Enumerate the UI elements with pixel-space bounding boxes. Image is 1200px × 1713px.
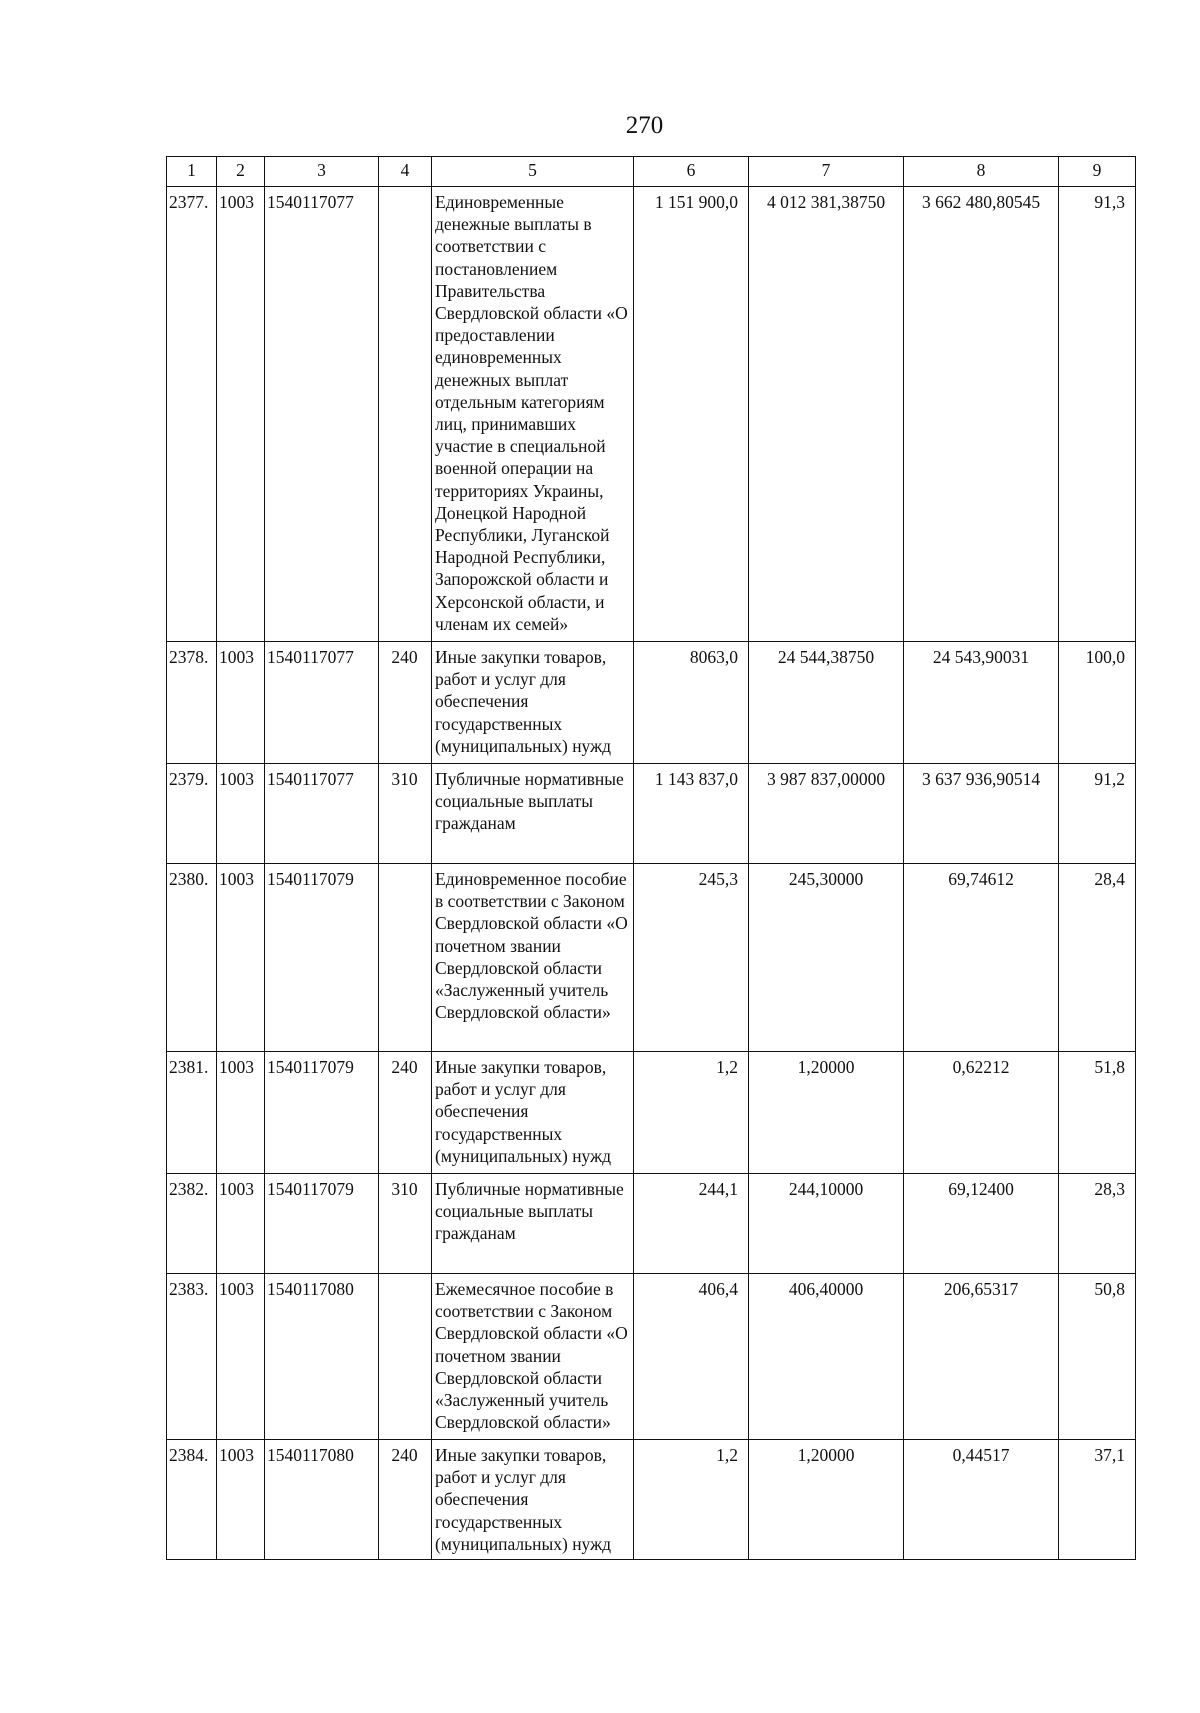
value-col8: 0,62212	[904, 1052, 1059, 1174]
target-code: 1540117080	[265, 1274, 379, 1440]
description: Публичные нормативные социальные выплаты гражданам	[432, 764, 634, 864]
section-code: 1003	[217, 1052, 265, 1174]
header-row	[167, 157, 1136, 187]
header-cell: 1	[167, 157, 217, 187]
value-col9: 50,8	[1059, 1274, 1136, 1440]
header-cell: 5	[432, 157, 634, 187]
expense-type: 310	[379, 1174, 432, 1274]
expense-type: 240	[379, 642, 432, 764]
target-code: 1540117077	[265, 187, 379, 642]
value-col8: 69,74612	[904, 864, 1059, 1052]
description: Иные закупки товаров, работ и услуг для обеспечения государственных (муниципальных) нужд	[432, 642, 634, 764]
table-row	[167, 642, 1136, 764]
expense-type	[379, 864, 432, 1052]
table-row	[167, 1440, 1136, 1560]
value-col8: 3 637 936,90514	[904, 764, 1059, 864]
row-number: 2379.	[167, 764, 217, 864]
table-row	[167, 1274, 1136, 1440]
target-code: 1540117077	[265, 642, 379, 764]
table-row	[167, 1052, 1136, 1174]
section-code: 1003	[217, 187, 265, 642]
value-col9: 28,4	[1059, 864, 1136, 1052]
value-col6: 1 143 837,0	[634, 764, 749, 864]
expense-type	[379, 1274, 432, 1440]
row-number: 2381.	[167, 1052, 217, 1174]
row-number: 2377.	[167, 187, 217, 642]
header-cell: 2	[217, 157, 265, 187]
value-col9: 91,3	[1059, 187, 1136, 642]
value-col8: 0,44517	[904, 1440, 1059, 1560]
row-number: 2380.	[167, 864, 217, 1052]
value-col8: 69,12400	[904, 1174, 1059, 1274]
description: Единовременное пособие в соответствии с Законом Свердловской области «О почетном звании Свердловской области «Заслуженный учитель Свердловской области»	[432, 864, 634, 1052]
header-cell: 4	[379, 157, 432, 187]
value-col6: 1,2	[634, 1052, 749, 1174]
expense-type: 240	[379, 1052, 432, 1174]
value-col9: 37,1	[1059, 1440, 1136, 1560]
description: Единовременные денежные выплаты в соответствии с постановлением Правительства Свердловской области «О предоставлении единовременных денежных выплат отдельным категориям лиц, принимавших участие в специальной военной операции на территориях Украины, Донецкой Народной Республики, Луганской Народной Республики, Запорожской области и Херсонской области, и членам их семей»	[432, 187, 634, 642]
value-col7: 245,30000	[749, 864, 904, 1052]
target-code: 1540117079	[265, 1052, 379, 1174]
value-col7: 1,20000	[749, 1440, 904, 1560]
expense-type: 310	[379, 764, 432, 864]
header-cell: 6	[634, 157, 749, 187]
section-code: 1003	[217, 1174, 265, 1274]
budget-table	[166, 156, 1136, 1560]
value-col7: 4 012 381,38750	[749, 187, 904, 642]
target-code: 1540117077	[265, 764, 379, 864]
target-code: 1540117080	[265, 1440, 379, 1560]
value-col6: 1 151 900,0	[634, 187, 749, 642]
header-cell: 8	[904, 157, 1059, 187]
value-col8: 3 662 480,80545	[904, 187, 1059, 642]
page-number: 270	[625, 112, 664, 139]
value-col8: 206,65317	[904, 1274, 1059, 1440]
table-row	[167, 187, 1136, 642]
value-col9: 100,0	[1059, 642, 1136, 764]
row-number: 2383.	[167, 1274, 217, 1440]
row-number: 2378.	[167, 642, 217, 764]
value-col7: 24 544,38750	[749, 642, 904, 764]
section-code: 1003	[217, 764, 265, 864]
value-col9: 51,8	[1059, 1052, 1136, 1174]
value-col6: 244,1	[634, 1174, 749, 1274]
header-cell: 7	[749, 157, 904, 187]
value-col9: 28,3	[1059, 1174, 1136, 1274]
value-col7: 406,40000	[749, 1274, 904, 1440]
value-col9: 91,2	[1059, 764, 1136, 864]
value-col7: 3 987 837,00000	[749, 764, 904, 864]
expense-type: 240	[379, 1440, 432, 1560]
description: Иные закупки товаров, работ и услуг для обеспечения государственных (муниципальных) нужд	[432, 1440, 634, 1560]
value-col8: 24 543,90031	[904, 642, 1059, 764]
row-number: 2382.	[167, 1174, 217, 1274]
value-col6: 245,3	[634, 864, 749, 1052]
target-code: 1540117079	[265, 864, 379, 1052]
table-row	[167, 764, 1136, 864]
description: Иные закупки товаров, работ и услуг для обеспечения государственных (муниципальных) нужд	[432, 1052, 634, 1174]
value-col6: 8063,0	[634, 642, 749, 764]
section-code: 1003	[217, 1440, 265, 1560]
table-row	[167, 1174, 1136, 1274]
section-code: 1003	[217, 864, 265, 1052]
section-code: 1003	[217, 1274, 265, 1440]
header-cell: 9	[1059, 157, 1136, 187]
value-col6: 406,4	[634, 1274, 749, 1440]
target-code: 1540117079	[265, 1174, 379, 1274]
value-col6: 1,2	[634, 1440, 749, 1560]
value-col7: 1,20000	[749, 1052, 904, 1174]
description: Ежемесячное пособие в соответствии с Законом Свердловской области «О почетном звании Свердловской области «Заслуженный учитель Свердловской области»	[432, 1274, 634, 1440]
table-row	[167, 864, 1136, 1052]
row-number: 2384.	[167, 1440, 217, 1560]
value-col7: 244,10000	[749, 1174, 904, 1274]
header-cell: 3	[265, 157, 379, 187]
description: Публичные нормативные социальные выплаты гражданам	[432, 1174, 634, 1274]
section-code: 1003	[217, 642, 265, 764]
expense-type	[379, 187, 432, 642]
